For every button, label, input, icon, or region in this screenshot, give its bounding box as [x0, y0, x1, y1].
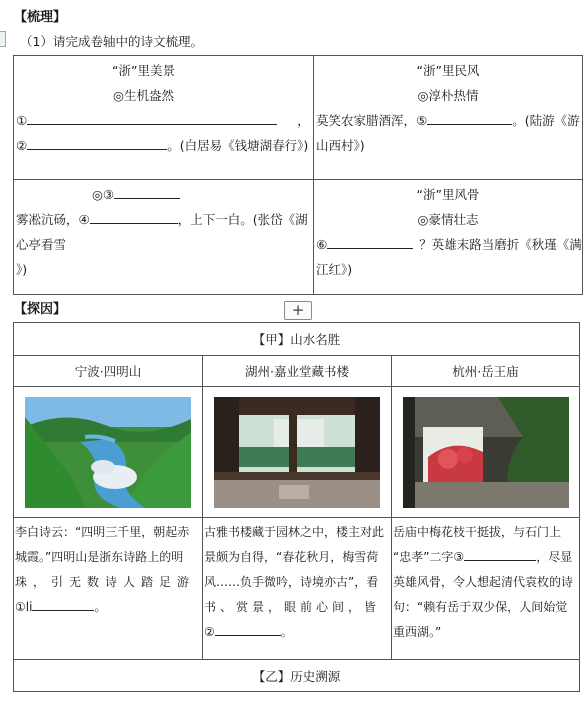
pavilion-photo	[214, 397, 380, 508]
image-cell-1	[14, 387, 203, 518]
grid-cell-snow	[14, 180, 314, 295]
image-cell-2	[203, 387, 392, 518]
answer-blank-2[interactable]	[27, 137, 167, 150]
cell-subtitle: ◎豪情壮志	[417, 212, 479, 227]
poem-grid	[13, 55, 583, 295]
lake-mountain-photo	[25, 397, 191, 508]
punct: 。	[94, 600, 107, 614]
answer-blank-3b[interactable]	[464, 548, 536, 561]
desc-line: 城霞。”四明山是浙东诗路上的明	[15, 550, 184, 564]
source-note: ？英雄末路当磨折《秋瑾《满	[419, 237, 582, 252]
desc-jiaye	[203, 518, 392, 660]
answer-blank-3[interactable]	[114, 186, 180, 199]
desc-siming	[14, 518, 203, 660]
desc-line: 李白诗云：“四明三千里，朝起赤	[15, 525, 190, 539]
grid-cell-scenery	[14, 56, 314, 180]
place-name-1: 宁波·四明山	[14, 356, 203, 387]
desc-line: 古雅书楼藏于园林之中，楼主对此	[204, 525, 385, 539]
cell-title: “浙”里美景	[112, 63, 175, 78]
answer-blank-2b[interactable]	[215, 623, 281, 636]
temple-gate-photo	[403, 397, 569, 508]
desc-line: 景颇为自得，“春花秋月，梅雪荷	[204, 550, 379, 564]
desc-line: 英雄风骨，令人想起清代袁枚的诗	[393, 575, 574, 589]
section-heading-sort: 【梳理】	[14, 10, 67, 25]
question-1: （1）请完成卷轴中的诗文梳理。	[20, 34, 203, 49]
desc-line: 句：“赖有岳于双少保，人间始觉	[393, 600, 568, 614]
answer-blank-4[interactable]	[90, 211, 178, 224]
answer-blank-6[interactable]	[327, 236, 413, 249]
blank-number-1: ①	[16, 113, 28, 128]
blank-number-6: ⑥	[316, 237, 328, 252]
cell-title: “浙”里风骨	[416, 187, 480, 202]
desc-yuewang	[392, 518, 580, 660]
place-name-3: 杭州·岳王庙	[392, 356, 580, 387]
place-name-2: 湖州·嘉业堂藏书楼	[203, 356, 392, 387]
desc-text: ，尽显	[536, 550, 573, 564]
punct: ，	[297, 113, 310, 128]
poem-text: 雾凇沆砀，④	[16, 212, 90, 227]
cell-subtitle: ◎生机盎然	[113, 88, 174, 103]
source-note-cont: 山西村》)	[316, 138, 365, 153]
source-note-end: 》)	[16, 262, 28, 277]
source-note-cont: 江红》)	[316, 262, 353, 277]
blank-number-1: ①li	[15, 600, 33, 614]
grid-cell-spirit	[314, 180, 583, 295]
answer-blank-5[interactable]	[427, 112, 512, 125]
blank-number-2: ②	[16, 138, 28, 153]
jia-title: 【甲】山水名胜	[14, 323, 580, 356]
source-note: 。(白居易《钱塘湖春行》)	[167, 138, 309, 153]
margin-handle[interactable]	[0, 31, 6, 47]
poem-text: 莫笑农家腊酒浑，⑤	[316, 113, 428, 128]
blank-number-3: ◎③	[92, 187, 115, 202]
answer-blank-1[interactable]	[27, 112, 277, 125]
attractions-table	[13, 322, 580, 692]
desc-line: 重西湖。”	[393, 625, 442, 639]
source-note: 。(陆游《游	[512, 113, 580, 128]
blank-number-2: ②	[204, 625, 215, 639]
desc-line: 岳庙中梅花枝干挺拔，与石门上	[393, 525, 562, 539]
section-heading-explore: 【探因】	[14, 302, 67, 317]
image-cell-3	[392, 387, 580, 518]
grid-cell-custom	[314, 56, 583, 180]
add-button[interactable]: +	[284, 301, 312, 320]
punct: 。	[280, 625, 293, 639]
desc-line: 珠，引无数诗人踏足游	[15, 575, 196, 589]
desc-line: 书、赏景，眼前心间，皆	[204, 600, 381, 614]
desc-line: 风……负手微吟，诗境亦古”，看	[204, 575, 379, 589]
yi-title: 【乙】历史溯源	[14, 660, 580, 692]
answer-blank-li[interactable]	[32, 598, 94, 611]
cell-subtitle: ◎淳朴热情	[417, 88, 479, 103]
source-note-cont: 心亭看雪	[16, 237, 67, 252]
cell-title: “浙”里民风	[416, 63, 480, 78]
source-note: ，上下一白。(张岱《湖	[177, 212, 308, 227]
blank-number-3: “忠孝”二字③	[393, 550, 465, 564]
